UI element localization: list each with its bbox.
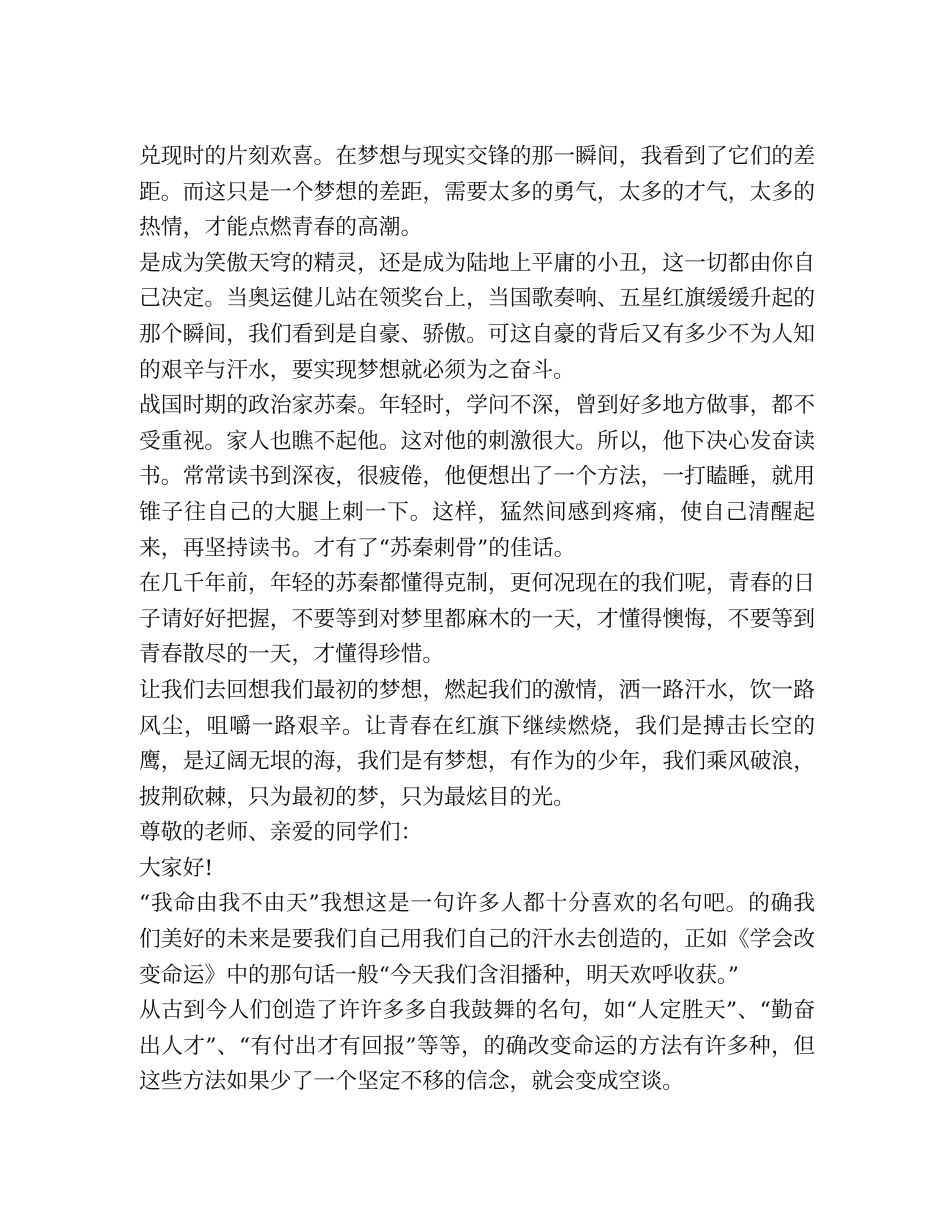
paragraph-3: 战国时期的政治家苏秦。年轻时，学问不深，曾到好多地方做事，都不受重视。家人也瞧不起他。这对他的刺激很大。所以，他下决心发奋读书。常常读书到深夜，很疲倦，他便想出了一个方法，一打瞌睡，就用锥子往自己的大腿上刺一下。这样，猛然间感到疼痛，使自己清醒起来，再坚持读书。才有了“苏秦刺骨”的佳话。 [139, 393, 815, 561]
document-body [139, 139, 815, 1100]
paragraph-5: 让我们去回想我们最初的梦想，燃起我们的激情，洒一路汗水，饮一路风尘，咀嚼一路艰辛。让青春在红旗下继续燃烧，我们是搏击长空的鹰，是辽阔无垠的海，我们是有梦想，有作为的少年，我们乘风破浪，披荆砍棘，只为最初的梦，只为最炫目的光。 [139, 677, 815, 810]
paragraph-6: “我命由我不由天”我想这是一句许多人都十分喜欢的名句吧。的确我们美好的未来是要我们自己用我们自己的汗水去创造的，正如《学会改变命运》中的那句话一般“今天我们含泪播种，明天欢呼收获。” [139, 891, 815, 988]
greeting: 大家好! [139, 855, 214, 881]
salutation: 尊敬的老师、亲爱的同学们： [139, 820, 423, 846]
paragraph-4: 在几千年前，年轻的苏秦都懂得克制，更何况现在的我们呢，青春的日子请好好把握，不要等到对梦里都麻木的一天，才懂得懊悔，不要等到青春散尽的一天，才懂得珍惜。 [139, 571, 815, 668]
paragraph-1: 兑现时的片刻欢喜。在梦想与现实交锋的那一瞬间，我看到了它们的差距。而这只是一个梦想的差距，需要太多的勇气，太多的才气，太多的热情，才能点燃青春的高潮。 [139, 144, 815, 241]
paragraph-7: 从古到今人们创造了许许多多自我鼓舞的名句，如“人定胜天”、“勤奋出人才”、“有付出才有回报”等等，的确改变命运的方法有许多种，但这些方法如果少了一个坚定不移的信念，就会变成空谈。 [139, 998, 815, 1095]
paragraph-2: 是成为笑傲天穹的精灵，还是成为陆地上平庸的小丑，这一切都由你自己决定。当奥运健儿站在领奖台上，当国歌奏响、五星红旗缓缓升起的那个瞬间，我们看到是自豪、骄傲。可这自豪的背后又有多少不为人知的艰辛与汗水，要实现梦想就必须为之奋斗。 [139, 250, 815, 383]
